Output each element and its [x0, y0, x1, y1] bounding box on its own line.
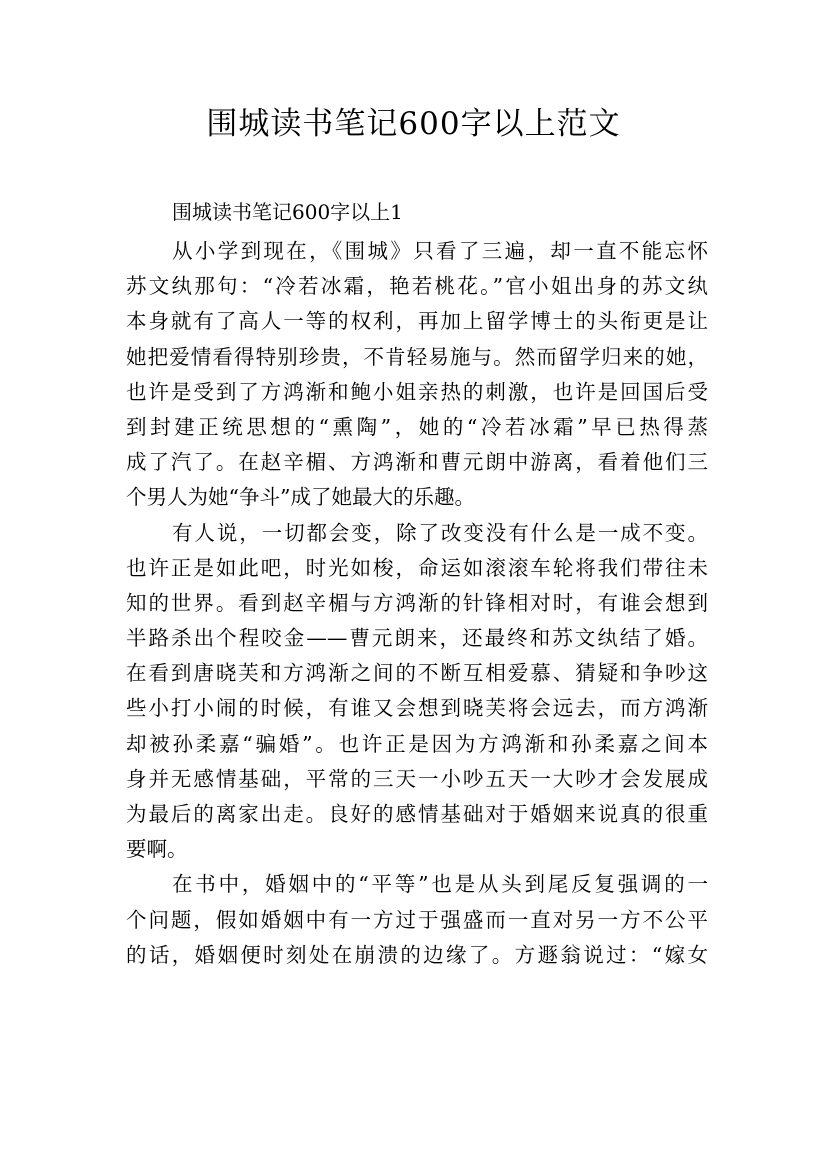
- paragraph-line: 身并无感情基础，平常的三天一小吵五天一大吵才会发展成: [126, 766, 708, 791]
- document-body: [126, 234, 708, 973]
- paragraph-line: 有人说，一切都会变，除了改变没有什么是一成不变。: [172, 520, 708, 545]
- paragraph-line: 个问题，假如婚姻中有一方过于强盛而一直对另一方不公平: [126, 907, 708, 932]
- paragraph-line: 从小学到现在，《围城》只看了三遍，却一直不能忘怀: [172, 239, 708, 263]
- paragraph-line: 本身就有了高人一等的权利，再加上留学博士的头衔更是让: [126, 309, 708, 334]
- paragraph-line: 要啊。: [126, 837, 188, 862]
- paragraph-line: 成了汽了。在赵辛楣、方鸿渐和曹元朗中游离，看着他们三: [126, 450, 708, 475]
- paragraph-line: 在书中，婚姻中的“平等”也是从头到尾反复强调的一: [172, 872, 708, 897]
- document-title: 围城读书笔记600字以上范文: [206, 106, 621, 142]
- section-heading: 围城读书笔记600字以上1: [172, 200, 403, 224]
- paragraph-line: 苏文纨那句：“冷若冰霜，艳若桃花。”官小姐出身的苏文纨: [126, 274, 708, 299]
- paragraph-line: 到封建正统思想的“熏陶”，她的“冷若冰霜”早已热得蒸: [126, 414, 708, 439]
- paragraph-line: 却被孙柔嘉“骗婚”。也许正是因为方鸿渐和孙柔嘉之间本: [126, 731, 708, 756]
- paragraph-line: 也许是受到了方鸿渐和鲍小姐亲热的刺激，也许是回国后受: [126, 379, 708, 404]
- paragraph-line: 个男人为她“争斗”成了她最大的乐趣。: [126, 485, 475, 510]
- paragraph-line: 的话，婚姻便时刻处在崩溃的边缘了。方遯翁说过：“嫁女: [126, 942, 708, 967]
- paragraph-line: 半路杀出个程咬金——曹元朗来，还最终和苏文纨结了婚。: [126, 626, 708, 651]
- paragraph-line: 知的世界。看到赵辛楣与方鸿渐的针锋相对时，有谁会想到: [126, 590, 708, 615]
- paragraph-line: 在看到唐晓芙和方鸿渐之间的不断互相爱慕、猜疑和争吵这: [126, 661, 708, 686]
- paragraph-line: 也许正是如此吧，时光如梭，命运如滚滚车轮将我们带往未: [126, 555, 708, 580]
- paragraph-line: 为最后的离家出走。良好的感情基础对于婚姻来说真的很重: [126, 802, 708, 826]
- paragraph-line: 些小打小闹的时候，有谁又会想到晓芙将会远去，而方鸿渐: [126, 696, 708, 721]
- paragraph-line: 她把爱情看得特别珍贵，不肯轻易施与。然而留学归来的她，: [126, 344, 708, 369]
